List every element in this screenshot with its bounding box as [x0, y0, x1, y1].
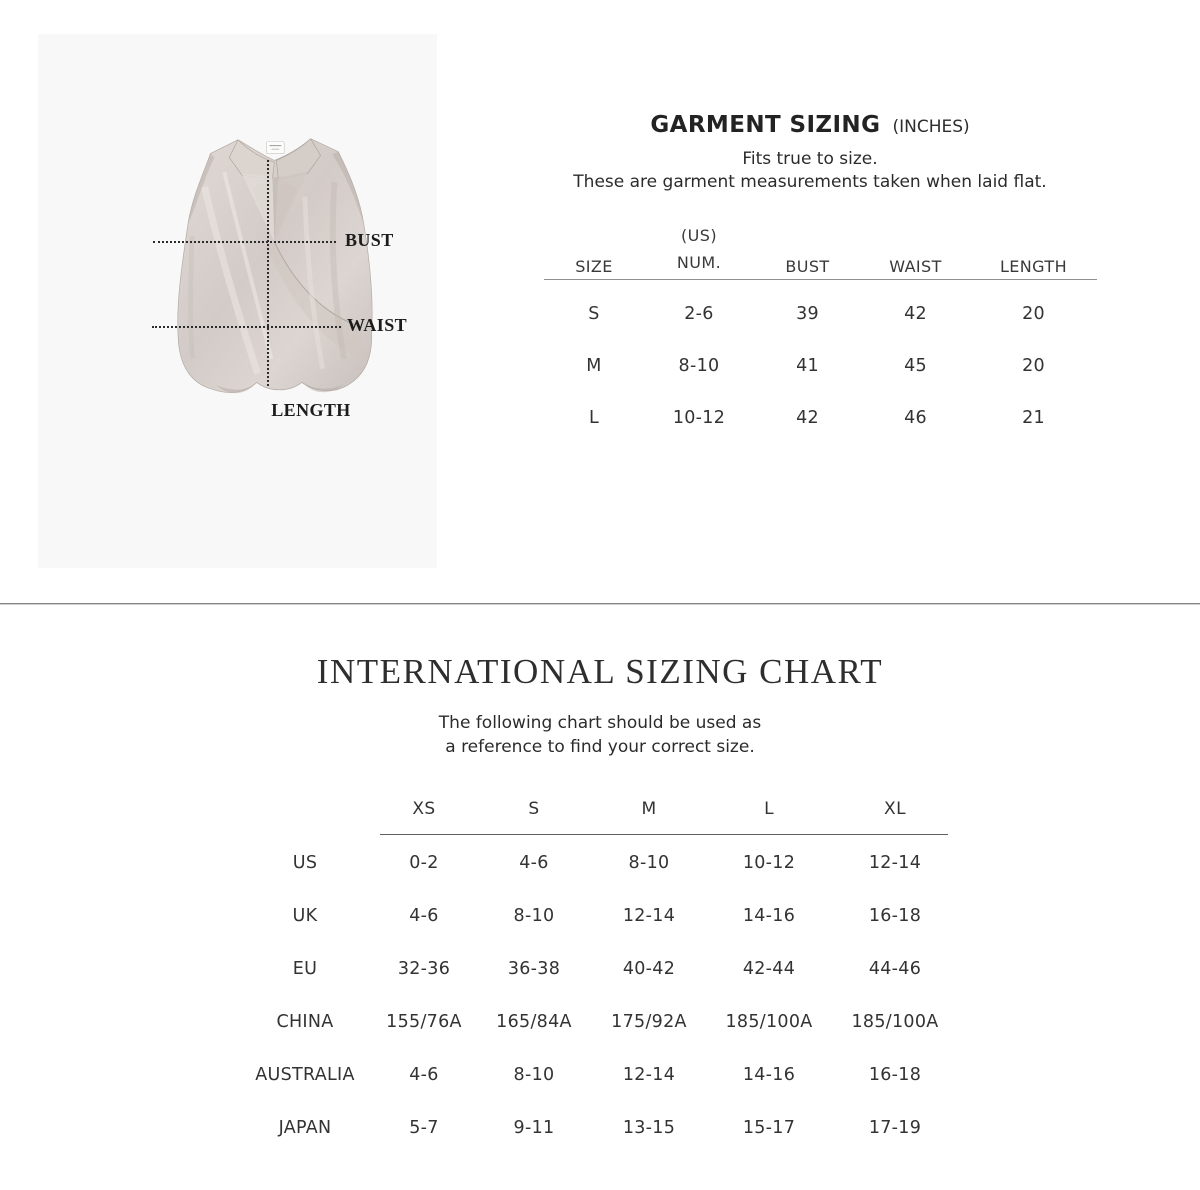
col-header-length: LENGTH [999, 257, 1068, 276]
waist-measure-line [152, 326, 341, 328]
col-header-bust: BUST [785, 257, 830, 276]
table-row [240, 1048, 960, 1101]
size-value-cell: 5-7 [409, 1117, 439, 1138]
size-value-cell: 44-46 [868, 958, 922, 979]
garment-sizing-table [544, 222, 1097, 444]
size-label-cell: S [588, 304, 600, 324]
international-table-body [240, 836, 960, 1154]
region-label: EU [292, 958, 318, 979]
size-value-cell: 10-12 [742, 852, 796, 873]
size-value-cell: 13-15 [622, 1117, 676, 1138]
size-value-cell: 155/76A [386, 1011, 462, 1032]
size-label-cell: M [586, 356, 602, 376]
size-value-cell: 32-36 [397, 958, 451, 979]
international-table-header-row [240, 792, 960, 826]
table-row [240, 836, 960, 889]
garment-sizing-title: GARMENT SIZING [650, 112, 881, 138]
size-value-cell: 16-18 [868, 905, 922, 926]
length-label: LENGTH [271, 400, 351, 420]
size-value-cell: 16-18 [868, 1064, 922, 1085]
waist-value-cell: 46 [904, 408, 927, 428]
size-value-cell: 40-42 [622, 958, 676, 979]
garment-table-body [544, 288, 1097, 444]
size-value-cell: 14-16 [742, 1064, 796, 1085]
bust-value-cell: 42 [796, 408, 819, 428]
col-header-num-line: NUM. [676, 253, 722, 272]
col-header-waist: WAIST [889, 257, 942, 276]
size-value-cell: 8-10 [513, 905, 555, 926]
col-header-us-num [644, 222, 754, 276]
col-header-us-line: (US) [681, 226, 717, 245]
bust-measure-line [153, 241, 336, 243]
waist-value-cell: 42 [904, 304, 927, 324]
size-value-cell: 8-10 [513, 1064, 555, 1085]
size-value-cell: 8-10 [628, 852, 670, 873]
size-value-cell: 185/100A [851, 1011, 939, 1032]
header-underline [380, 834, 948, 835]
size-value-cell: 12-14 [868, 852, 922, 873]
size-value-cell: 14-16 [742, 905, 796, 926]
us-num-cell: 10-12 [672, 408, 726, 428]
size-value-cell: 4-6 [409, 905, 439, 926]
bust-label: BUST [345, 230, 394, 250]
col-header-xl: XL [884, 799, 906, 819]
table-row [544, 340, 1097, 392]
region-label: CHINA [276, 1011, 334, 1032]
international-chart-title: INTERNATIONAL SIZING CHART [316, 652, 884, 691]
table-row [544, 288, 1097, 340]
region-label: AUSTRALIA [255, 1064, 355, 1085]
size-value-cell: 12-14 [622, 1064, 676, 1085]
col-header-size: SIZE [575, 257, 613, 276]
length-measure-line [267, 160, 269, 386]
col-header-l: L [764, 799, 774, 819]
size-value-cell: 36-38 [507, 958, 561, 979]
region-label: US [292, 852, 318, 873]
subtitle-line-2: a reference to find your correct size. [445, 737, 755, 757]
subtitle-line-1: The following chart should be used as [438, 713, 762, 733]
length-value-cell: 21 [1022, 408, 1045, 428]
garment-sizing-header [460, 112, 1160, 194]
size-value-cell: 17-19 [868, 1117, 922, 1138]
measure-note: These are garment measurements taken when laid flat. [573, 172, 1047, 192]
waist-label: WAIST [347, 315, 408, 335]
size-label-cell: L [588, 408, 600, 428]
region-label: UK [292, 905, 318, 926]
table-row [544, 392, 1097, 444]
waist-value-cell: 45 [904, 356, 927, 376]
us-num-cell: 8-10 [678, 356, 720, 376]
size-value-cell: 185/100A [725, 1011, 813, 1032]
bust-value-cell: 41 [796, 356, 819, 376]
length-value-cell: 20 [1022, 304, 1045, 324]
length-value-cell: 20 [1022, 356, 1045, 376]
size-value-cell: 42-44 [742, 958, 796, 979]
garment-table-header-row [544, 222, 1097, 280]
col-header-s: S [528, 799, 540, 819]
international-sizing-table [240, 792, 960, 1154]
col-header-m: M [641, 799, 657, 819]
garment-photo-panel [38, 34, 437, 568]
international-chart-subtitle [0, 711, 1200, 759]
fit-note: Fits true to size. [742, 149, 878, 169]
size-value-cell: 4-6 [519, 852, 549, 873]
section-divider [0, 603, 1200, 605]
size-value-cell: 0-2 [409, 852, 439, 873]
table-row [240, 942, 960, 995]
table-row [240, 1101, 960, 1154]
garment-sizing-units: (INCHES) [892, 117, 970, 137]
size-value-cell: 165/84A [496, 1011, 572, 1032]
size-value-cell: 15-17 [742, 1117, 796, 1138]
size-value-cell: 9-11 [513, 1117, 555, 1138]
size-value-cell: 175/92A [611, 1011, 687, 1032]
bust-value-cell: 39 [796, 304, 819, 324]
us-num-cell: 2-6 [684, 304, 714, 324]
size-value-cell: 4-6 [409, 1064, 439, 1085]
table-row [240, 995, 960, 1048]
col-header-xs: XS [412, 799, 436, 819]
size-value-cell: 12-14 [622, 905, 676, 926]
region-label: JAPAN [278, 1117, 332, 1138]
table-row [240, 889, 960, 942]
